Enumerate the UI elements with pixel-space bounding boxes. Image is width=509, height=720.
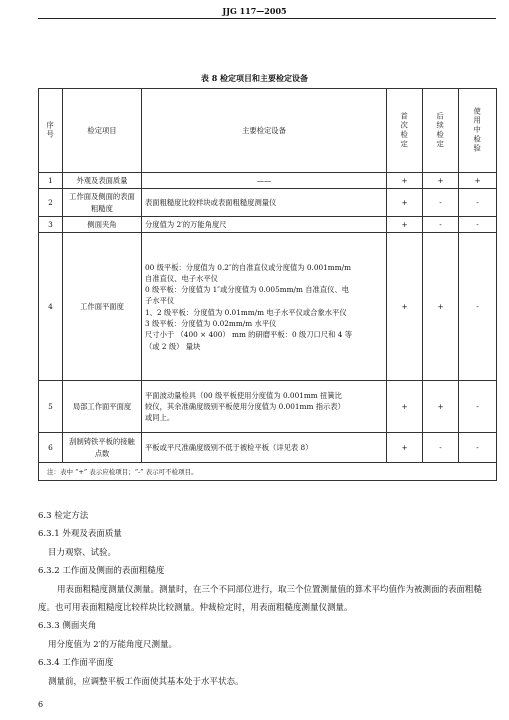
row-equipment [142,216,387,232]
row-subsequent: + [423,381,459,433]
table-row [39,233,497,381]
equipment-line: 表面粗糙度比较样块或表面粗糙度测量仪 [145,197,277,207]
equipment-line: 分度值为 2′的万能角度尺 [145,219,227,229]
row-item: 外观及表面质量 [63,173,142,189]
equipment-line: 0 级平板：分度值为 1″或分度值为 0.005mm/m 自准直仪、电 [145,285,350,295]
row-in-use: - [459,233,497,381]
equipment-line: —— [256,176,272,185]
header-in-use: 使用中检验 [459,89,497,173]
row-equipment [142,173,387,189]
header-item: 检定项目 [63,89,142,173]
row-subsequent: + [423,233,459,381]
row-in-use: - [459,189,497,217]
row-in-use: - [459,381,497,433]
header-rule [38,18,496,19]
equipment-line: （或 2 级） 量块 [145,341,201,351]
table-header-row [39,89,497,173]
paragraph: 测量前，应调整平板工作面使其基本处于水平状态。 [48,676,244,687]
equipment-line: 平板或平尺准确度级别不低于被检平板（详见表 8） [145,443,313,453]
page-number: 6 [38,700,44,709]
running-header: JJG 117—2005 [222,6,287,16]
row-equipment [142,433,387,463]
equipment-line: 平面波动量检具（00 级平板使用分度值为 0.001mm 扭簧比 [145,390,342,400]
row-first: + [387,189,423,217]
row-number: 1 [39,173,63,189]
equipment-line: 尺寸小于 （400 × 400） mm 的研磨平板：0 级刀口尺和 4 等 [145,330,352,340]
equipment-line: 子水平仪 [145,296,175,306]
equipment-line: 00 级平板：分度值为 0.2″的自准直仪或分度值为 0.001mm/m [145,262,352,272]
paragraph: 用分度值为 2′的万能角度尺测量。 [48,639,178,650]
row-first: + [387,233,423,381]
body-text [38,507,498,691]
row-subsequent: - [423,216,459,232]
header-no: 序号 [39,89,63,173]
section-heading: 6.3.4 工作面平面度 [38,658,114,669]
row-item: 刮制铸铁平板的接触点数 [63,433,142,463]
row-item: 侧面夹角 [63,216,142,232]
paragraph: 用表面粗糙度测量仪测量。测量时，在三个不同部位进行，取三个位置测量值的算术平均值作为被测面的表面粗糙度。也可用表面粗糙度比较样块比较测量。仲裁检定时，用表面粗糙度测量仪测量。 [38,584,483,614]
paragraph: 目力观察、试验。 [48,547,117,558]
section-heading: 6.3.3 侧面夹角 [38,621,97,632]
row-number: 2 [39,189,63,217]
table-row [39,433,497,463]
equipment-line: 较仪，其余准确度级别平板使用分度值为 0.001mm 指示表） [145,402,345,412]
row-item: 工作面平面度 [63,233,142,381]
row-in-use: + [459,173,497,189]
row-number: 4 [39,233,63,381]
equipment-line: 或同上。 [145,413,175,423]
row-subsequent: - [423,433,459,463]
row-equipment [142,381,387,433]
header-first: 首次检定 [387,89,423,173]
table-row [39,381,497,433]
row-equipment [142,189,387,217]
table-row [39,216,497,232]
row-first: + [387,173,423,189]
row-in-use: - [459,433,497,463]
table-note: 注：表中 “+” 表示应检项目；“-” 表示可不检项目。 [39,463,497,481]
header-equipment: 主要检定设备 [142,89,387,173]
equipment-line: 3 级平板：分度值为 0.02mm/m 水平仪 [145,318,277,328]
verification-table [38,88,497,481]
row-number: 3 [39,216,63,232]
row-first: + [387,216,423,232]
section-heading: 6.3 检定方法 [38,511,89,521]
row-item: 局部工作面平面度 [63,381,142,433]
equipment-line: 1、2 级平板：分度值为 0.01mm/m 电子水平仪或合象水平仪 [145,307,347,317]
section-heading: 6.3.1 外观及表面质量 [38,529,122,540]
table-caption: 表 8 检定项目和主要检定设备 [200,73,309,83]
table-note-row [39,463,497,481]
equipment-line: 自准直仪、电子水平仪 [145,273,218,283]
row-first: + [387,381,423,433]
row-equipment [142,233,387,381]
row-first: + [387,433,423,463]
section-heading: 6.3.2 工作面及侧面的表面粗糙度 [38,566,165,577]
row-item: 工作面及侧面的表面粗糙度 [63,189,142,217]
row-number: 5 [39,381,63,433]
row-subsequent: - [423,189,459,217]
table-row [39,173,497,189]
row-in-use: - [459,216,497,232]
row-subsequent: + [423,173,459,189]
table-row [39,189,497,217]
row-number: 6 [39,433,63,463]
header-subsequent: 后续检定 [423,89,459,173]
